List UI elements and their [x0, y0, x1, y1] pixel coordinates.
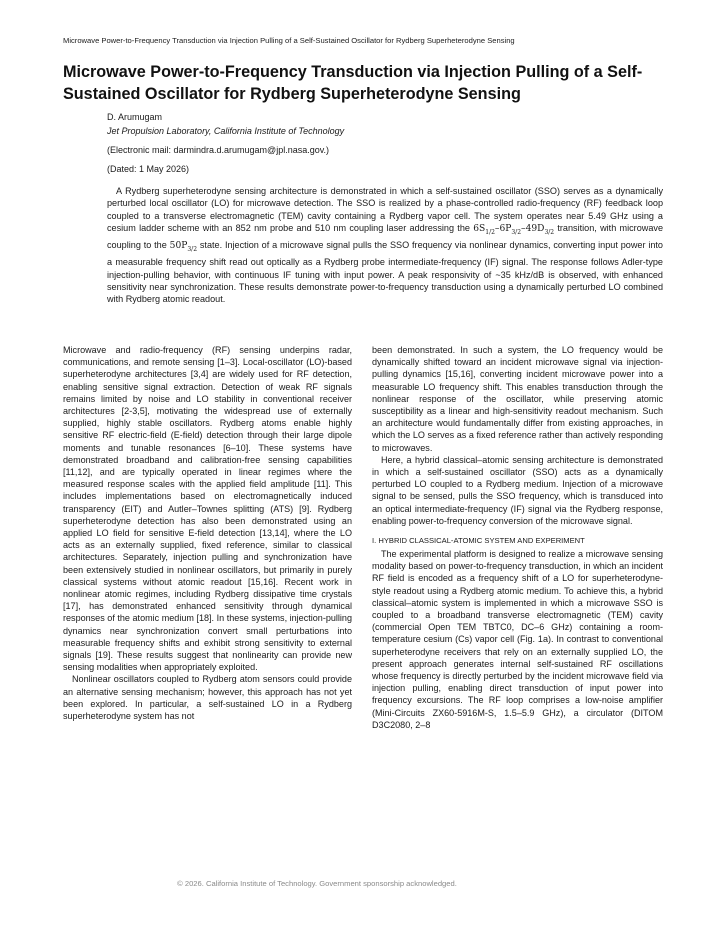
date-line: (Dated: 1 May 2026)	[107, 164, 190, 174]
left-column	[63, 344, 352, 722]
author-block	[107, 111, 667, 176]
left-paragraph-2: Nonlinear oscillators coupled to Rydberg atom sensors could provide an alternative sensing mechanism; however, this approach has not yet been explored. In particular, a self-sustained LO in a Rydberg superheterodyne system has not	[63, 674, 352, 722]
copyright-footer: © 2026. California Institute of Technology. Government sponsorship acknowledged.	[177, 879, 457, 888]
section-heading: I. HYBRID CLASSICAL-ATOMIC SYSTEM AND EXPERIMENT	[372, 536, 585, 546]
abstract	[107, 185, 663, 306]
right-column	[372, 344, 663, 731]
author-affiliation: Jet Propulsion Laboratory, California Institute of Technology	[107, 126, 345, 136]
transition-formula: $6S_{1/2}-6P_{3/2}-49D_{3/2}$	[473, 224, 555, 236]
author-email: (Electronic mail: darmindra.d.arumugam@jpl.nasa.gov.)	[107, 145, 330, 155]
left-paragraph-1: Microwave and radio-frequency (RF) sensing underpins radar, communications, and remote sensing [1–3]. Local-oscillator (LO)-based superheterodyne architectures [3,4] are widely used for RF detection, enabling sensitive signal extraction. Detection of weak RF signals remains limited by noise and LO stability in conventional receiver architectures [2-3,5], motivating the widespread use of externally supplied, highly stable oscillators. Rydberg atoms enable highly sensitive RF electric-field (E-field) detection through their large dipole moments and tunable resonances [6–10]. These systems have demonstrated broadband and calibration-free sensing capabilities [11,12], and are typically operated in linear regimes where the measured response scales with the applied field amplitude [11]. This includes implementations based on electromagnetically induced transparency (EIT) and Autler–Townes splitting (ATS) [9]. Rydberg superheterodyne detection has also been demonstrated using an applied LO field for sensitive E-field detection [13,14], where the LO acts as an externally supplied, fixed reference, similar to classical architectures. Separately, injection pulling and synchronization have been extensively studied in nonlinear oscillators, but primarily in purely classical systems without atomic readout [15,16]. Recent work in nonlinear atomic regimes, including Rydberg dissipative time crystals [17], has demonstrated enhanced sensitivity through dynamical responses of the atomic medium [18]. In these systems, injection-pulling dynamics near synchronization convert small perturbations into measurable frequency shifts and exhibit strong sensitivity to external signals [19]. These results suggest that nonlinearity can provide new sensing modalities when appropriately exploited.	[63, 345, 352, 673]
right-paragraph-2: Here, a hybrid classical–atomic sensing architecture is demonstrated in which a self-sustained oscillator (SSO) acts as a dynamically perturbed LO coupled to a Rydberg medium. Injection of a microwave signal to be sensed, pulls the SSO frequency, which is transduced into an optical intermediate-frequency (IF) signal via the Rydberg response, enabling power-to-frequency conversion of the microwave signal.	[372, 454, 663, 526]
running-header: Microwave Power-to-Frequency Transduction via Injection Pulling of a Self-Sustained Oscillator for Rydberg Superheterodyne Sensing	[63, 36, 515, 45]
right-paragraph-3: The experimental platform is designed to realize a microwave sensing modality based on power-to-frequency transduction, in which an incident RF field is encoded as a frequency shift of a LO for superheterodyne-style readout using a Rydberg atomic medium. To achieve this, a hybrid classical–atomic system is implemented in which a microwave SSO is coupled to a broadband transverse electromagnetic (TEM) cavity (commercial Open TEM TBTC0, DC–6 GHz) containing a room-temperature cesium (Cs) vapor cell (Fig. 1a). In contrast to conventional superheterodyne receivers that rely on an externally supplied LO, the present approach generates internal self-sustained RF oscillations whose frequency is directly perturbed by the incident microwave field via injection pulling, enabling direct transduction of input power into frequency excursions. The RF loop comprises a low-noise amplifier (Mini-Circuits ZX60-5916M-S, 1.5–5.9 GHz), a circulator (DITOM D3C2080, 2–8	[372, 549, 663, 730]
abstract-text-2: transition, with microwave coupling to the	[107, 223, 663, 251]
paper-title: Microwave Power-to-Frequency Transduction via Injection Pulling of a Self-Sustained Oscillator for Rydberg Superheterodyne Sensing	[63, 63, 643, 103]
abstract-text-3: state. Injection of a microwave signal pulls the SSO frequency via nonlinear dynamics, converting input power into a measurable frequency shift read out optically as a Rydberg probe intermediate-frequency (IF) signal. The response follows Adler-type injection-pulling behavior, with continuous IF tuning with input power. A peak responsivity of ~35 kHz/dB is observed, with enhanced sensitivity near synchronization. These results demonstrate power-to-frequency transduction using a dynamically perturbed LO combined with Rydberg atomic readout.	[107, 240, 663, 305]
author-name: D. Arumugam	[107, 112, 163, 122]
right-paragraph-1: been demonstrated. In such a system, the LO frequency would be dynamically shifted toward an incident microwave signal via injection-pulling dynamics [15,16], converting incident microwave power into a measurable LO frequency shift. This enables transduction through the nonlinear response of the oscillator, while preserving atomic susceptibility as a linear and high-sensitivity readout mechanism. Such an architecture would fundamentally differ from existing approaches, in which the LO serves as a fixed reference rather than actively responding to microwaves.	[372, 345, 663, 453]
abstract-text-1: A Rydberg superheterodyne sensing architecture is demonstrated in which a self-sustained oscillator (SSO) serves as a dynamically perturbed local oscillator (LO) for microwave detection. The SSO is realized by a phase-controlled radio-frequency (RF) feedback loop coupled to a transverse electromagnetic (TEM) cavity containing a Rydberg vapor cell. The system operates near 5.49 GHz using a cesium ladder scheme with an 852 nm probe and 510 nm coupling laser addressing the	[107, 186, 663, 234]
abstract-paragraph	[107, 185, 663, 306]
state-formula: $50P_{3/2}$	[169, 241, 198, 253]
